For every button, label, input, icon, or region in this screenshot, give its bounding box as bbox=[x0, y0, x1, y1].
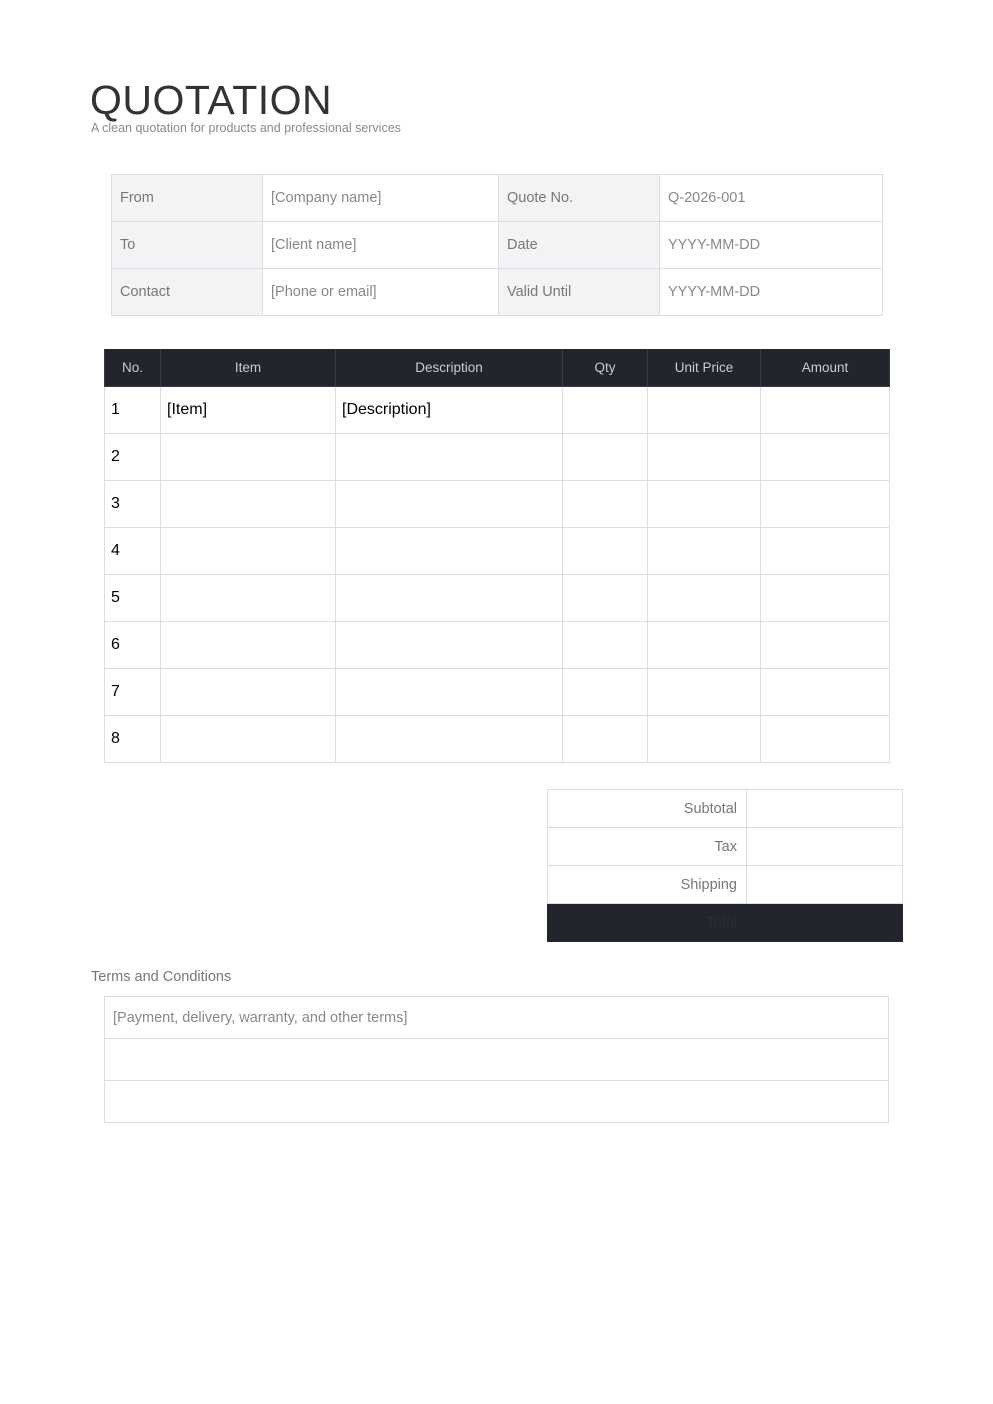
unit-price-cell[interactable] bbox=[648, 387, 761, 434]
subtotal-value[interactable] bbox=[747, 790, 903, 828]
terms-heading: Terms and Conditions bbox=[91, 969, 232, 985]
valid-until-label: Valid Until bbox=[499, 269, 660, 316]
item-cell[interactable] bbox=[161, 434, 336, 481]
table-row bbox=[105, 622, 890, 669]
total-value[interactable] bbox=[747, 904, 903, 942]
client-name-field[interactable]: [Client name] bbox=[263, 222, 499, 269]
total-label: Total bbox=[548, 904, 747, 942]
line-items-header bbox=[105, 349, 890, 387]
description-cell[interactable] bbox=[336, 716, 563, 763]
info-row-from bbox=[112, 175, 883, 222]
description-cell[interactable] bbox=[336, 622, 563, 669]
subtotal-row bbox=[548, 790, 903, 828]
tax-value[interactable] bbox=[747, 828, 903, 866]
page-title: QUOTATION bbox=[90, 77, 333, 123]
row-number: 8 bbox=[105, 716, 161, 763]
terms-row bbox=[105, 1039, 889, 1081]
to-label: To bbox=[112, 222, 263, 269]
qty-cell[interactable] bbox=[563, 387, 648, 434]
contact-field[interactable]: [Phone or email] bbox=[263, 269, 499, 316]
totals-table bbox=[547, 789, 903, 942]
column-header-amount: Amount bbox=[761, 349, 890, 387]
item-cell[interactable] bbox=[161, 669, 336, 716]
tax-row bbox=[548, 828, 903, 866]
amount-cell[interactable] bbox=[761, 528, 890, 575]
description-cell[interactable] bbox=[336, 434, 563, 481]
quote-no-field[interactable]: Q-2026-001 bbox=[660, 175, 883, 222]
terms-line[interactable] bbox=[105, 1039, 889, 1081]
shipping-value[interactable] bbox=[747, 866, 903, 904]
contact-label: Contact bbox=[112, 269, 263, 316]
amount-cell[interactable] bbox=[761, 575, 890, 622]
description-cell[interactable] bbox=[336, 528, 563, 575]
terms-line[interactable] bbox=[105, 1081, 889, 1123]
item-cell[interactable] bbox=[161, 575, 336, 622]
item-cell[interactable] bbox=[161, 622, 336, 669]
qty-cell[interactable] bbox=[563, 434, 648, 481]
amount-cell[interactable] bbox=[761, 716, 890, 763]
line-items-table bbox=[104, 349, 890, 763]
qty-cell[interactable] bbox=[563, 575, 648, 622]
column-header-description: Description bbox=[336, 349, 563, 387]
row-number: 6 bbox=[105, 622, 161, 669]
amount-cell[interactable] bbox=[761, 434, 890, 481]
tax-label: Tax bbox=[548, 828, 747, 866]
date-label: Date bbox=[499, 222, 660, 269]
unit-price-cell[interactable] bbox=[648, 669, 761, 716]
terms-line[interactable]: [Payment, delivery, warranty, and other terms] bbox=[105, 997, 889, 1039]
item-cell[interactable] bbox=[161, 528, 336, 575]
info-row-to bbox=[112, 222, 883, 269]
item-cell[interactable]: [Item] bbox=[161, 387, 336, 434]
shipping-row bbox=[548, 866, 903, 904]
unit-price-cell[interactable] bbox=[648, 716, 761, 763]
qty-cell[interactable] bbox=[563, 528, 648, 575]
column-header-item: Item bbox=[161, 349, 336, 387]
row-number: 2 bbox=[105, 434, 161, 481]
date-field[interactable]: YYYY-MM-DD bbox=[660, 222, 883, 269]
item-cell[interactable] bbox=[161, 481, 336, 528]
info-row-contact bbox=[112, 269, 883, 316]
qty-cell[interactable] bbox=[563, 481, 648, 528]
qty-cell[interactable] bbox=[563, 669, 648, 716]
description-cell[interactable] bbox=[336, 669, 563, 716]
table-row bbox=[105, 387, 890, 434]
row-number: 7 bbox=[105, 669, 161, 716]
amount-cell[interactable] bbox=[761, 669, 890, 716]
description-cell[interactable] bbox=[336, 481, 563, 528]
quote-info-table bbox=[111, 174, 883, 316]
row-number: 5 bbox=[105, 575, 161, 622]
column-header-qty: Qty bbox=[563, 349, 648, 387]
table-row bbox=[105, 434, 890, 481]
terms-row bbox=[105, 997, 889, 1039]
company-name-field[interactable]: [Company name] bbox=[263, 175, 499, 222]
unit-price-cell[interactable] bbox=[648, 481, 761, 528]
row-number: 4 bbox=[105, 528, 161, 575]
description-cell[interactable] bbox=[336, 575, 563, 622]
amount-cell[interactable] bbox=[761, 622, 890, 669]
shipping-label: Shipping bbox=[548, 866, 747, 904]
row-number: 3 bbox=[105, 481, 161, 528]
item-cell[interactable] bbox=[161, 716, 336, 763]
table-row bbox=[105, 528, 890, 575]
unit-price-cell[interactable] bbox=[648, 528, 761, 575]
unit-price-cell[interactable] bbox=[648, 575, 761, 622]
quote-no-label: Quote No. bbox=[499, 175, 660, 222]
qty-cell[interactable] bbox=[563, 716, 648, 763]
amount-cell[interactable] bbox=[761, 387, 890, 434]
row-number: 1 bbox=[105, 387, 161, 434]
amount-cell[interactable] bbox=[761, 481, 890, 528]
unit-price-cell[interactable] bbox=[648, 622, 761, 669]
table-row bbox=[105, 481, 890, 528]
page-subtitle: A clean quotation for products and professional services bbox=[91, 121, 401, 135]
subtotal-label: Subtotal bbox=[548, 790, 747, 828]
valid-until-field[interactable]: YYYY-MM-DD bbox=[660, 269, 883, 316]
unit-price-cell[interactable] bbox=[648, 434, 761, 481]
table-row bbox=[105, 716, 890, 763]
table-row bbox=[105, 669, 890, 716]
description-cell[interactable]: [Description] bbox=[336, 387, 563, 434]
terms-table bbox=[104, 996, 889, 1123]
total-row bbox=[548, 904, 903, 942]
from-label: From bbox=[112, 175, 263, 222]
column-header-unit-price: Unit Price bbox=[648, 349, 761, 387]
table-row bbox=[105, 575, 890, 622]
qty-cell[interactable] bbox=[563, 622, 648, 669]
terms-row bbox=[105, 1081, 889, 1123]
column-header-no: No. bbox=[105, 349, 161, 387]
